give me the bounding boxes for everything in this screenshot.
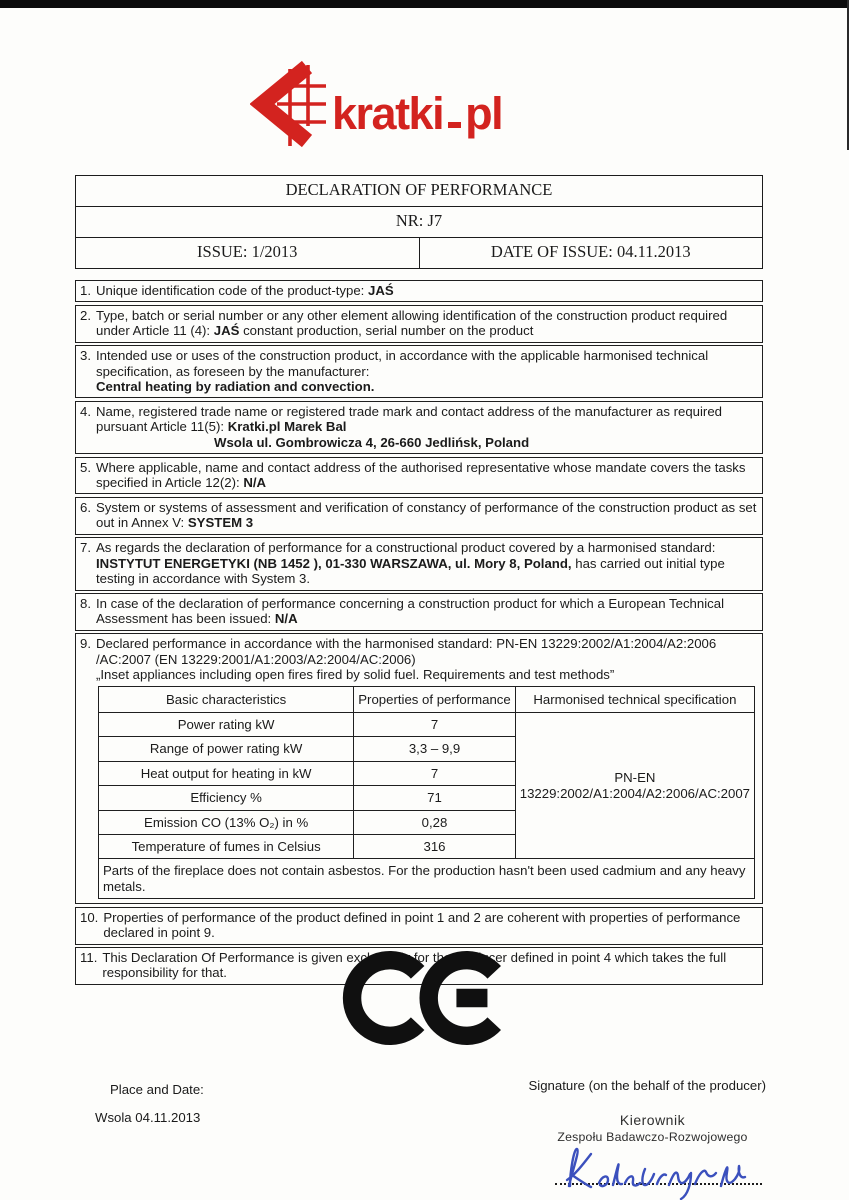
header-row-title xyxy=(76,176,763,207)
section-9 xyxy=(75,633,763,904)
logo-wordmark xyxy=(326,88,503,148)
text-run: Properties of performance of the product defined in point 1 and 2 are coherent with properties of performance declared in point 9. xyxy=(103,909,741,941)
text-run: This Declaration Of Performance is given exclusively for the producer defined in point 4 which takes the full responsibility for that. xyxy=(102,950,727,981)
section-text xyxy=(96,596,757,627)
section-text xyxy=(96,348,757,394)
text-run: Unique identification code of the product-type: xyxy=(96,283,368,298)
scan-edge-top xyxy=(0,0,849,8)
text-run: has carried out initial type testing in accordance with System 3. xyxy=(96,555,725,587)
sections-list xyxy=(75,280,763,987)
value-cell: 7 xyxy=(354,712,516,736)
col-harmonised-spec: Harmonised technical specification xyxy=(515,686,754,712)
bold-run: N/A xyxy=(274,611,298,627)
section-4 xyxy=(75,401,763,454)
table-row xyxy=(98,712,754,736)
signature-label: Signature (on the behalf of the producer) xyxy=(528,1078,766,1093)
characteristic-cell: Heat output for heating in kW xyxy=(98,761,353,785)
section-number: 5. xyxy=(80,459,91,475)
document-title: DECLARATION OF PERFORMANCE xyxy=(76,176,763,207)
col-basic-characteristics: Basic characteristics xyxy=(98,686,353,712)
stamp-subtitle: Zespołu Badawczo-Rozwojowego xyxy=(557,1130,748,1144)
header-row-issue xyxy=(76,238,763,269)
section-text xyxy=(96,460,757,491)
text-run: System or systems of assessment and verification of constancy of performance of the construction product as set out in Annex V: xyxy=(96,499,757,531)
section-text xyxy=(103,910,757,941)
bold-run: SYSTEM 3 xyxy=(187,515,254,531)
text-run: As regards the declaration of performance for a constructional product covered by a harmonised standard: xyxy=(96,540,716,556)
characteristic-cell: Emission CO (13% O₂) in % xyxy=(98,810,353,834)
section-text xyxy=(96,636,757,900)
col-properties: Properties of performance xyxy=(354,686,516,712)
ce-mark-icon xyxy=(342,948,502,1048)
signature-area xyxy=(553,1138,768,1200)
header-row-nr xyxy=(76,207,763,238)
section-2 xyxy=(75,305,763,343)
performance-header-row xyxy=(98,686,754,712)
section-number: 6. xyxy=(80,499,91,515)
bold-run: Kratki.pl Marek Bal xyxy=(227,419,347,435)
section-1 xyxy=(75,280,763,302)
section-number: 11. xyxy=(80,950,98,965)
section-text xyxy=(96,404,757,450)
section-number: 4. xyxy=(80,403,91,419)
logo-word-pl: pl xyxy=(465,88,503,139)
characteristic-cell: Efficiency % xyxy=(98,786,353,810)
signature-icon xyxy=(553,1138,768,1200)
place-and-date-value: Wsola 04.11.2013 xyxy=(95,1110,201,1125)
standard-quote: „Inset appliances including open fires fired by solid fuel. Requirements and test methods” xyxy=(96,667,615,683)
kratki-logo xyxy=(250,60,502,148)
bold-run: INSTYTUT ENERGETYKI (NB 1452 ), 01-330 WARSZAWA, ul. Mory 8, Poland, xyxy=(96,555,572,571)
characteristic-cell: Range of power rating kW xyxy=(98,737,353,761)
bold-run: JAŚ xyxy=(213,323,240,339)
document-number: NR: J7 xyxy=(76,207,763,238)
section-text xyxy=(96,308,757,339)
text-run: Name, registered trade name or registered trade mark and contact address of the manufacturer as required pursuant Article 11(5): xyxy=(96,403,722,435)
spec-line1: PN-EN xyxy=(614,769,656,785)
asbestos-note: Parts of the fireplace does not contain asbestos. For the production hasn't been used cadmium and any heavy metals. xyxy=(98,859,754,899)
section-number: 8. xyxy=(80,596,91,611)
value-cell: 71 xyxy=(354,786,516,810)
issue-cell: ISSUE: 1/2013 xyxy=(76,238,420,269)
characteristic-cell: Temperature of fumes in Celsius xyxy=(98,834,353,858)
text-run: Where applicable, name and contact address of the authorised representative whose mandate covers the tasks specified in Article 12(2): xyxy=(96,459,746,491)
logo-word-kratki: kratki xyxy=(332,88,444,139)
section-number: 9. xyxy=(80,636,91,652)
section-number: 2. xyxy=(80,307,91,323)
text-run: constant production, serial number on the product xyxy=(239,323,534,339)
header-table xyxy=(75,175,763,269)
text-run: Intended use or uses of the construction product, in accordance with the applicable harmonised technical specification, as foreseen by the manufacturer: xyxy=(96,348,709,379)
performance-table xyxy=(98,686,755,900)
value-cell: 0,28 xyxy=(354,810,516,834)
manufacturer-address: Wsola ul. Gombrowicza 4, 26-660 Jedlińsk, Poland xyxy=(214,434,530,450)
section-5 xyxy=(75,457,763,495)
section-text xyxy=(96,283,757,298)
kratki-grate-arrow-icon xyxy=(250,60,326,148)
section-7 xyxy=(75,537,763,590)
date-of-issue-cell: DATE OF ISSUE: 04.11.2013 xyxy=(419,238,763,269)
section-text xyxy=(96,500,757,531)
section-text xyxy=(96,540,757,586)
section-number: 7. xyxy=(80,540,91,556)
section-number: 3. xyxy=(80,348,91,364)
text-run: Type, batch or serial number or any other element allowing identification of the construction product required under Article 11 (4): xyxy=(96,307,728,339)
section-3 xyxy=(75,345,763,398)
text-run: In case of the declaration of performance concerning a construction product for which a European Technical Assessment has been issued: xyxy=(96,596,724,627)
logo-square-dot-icon xyxy=(448,122,461,129)
text-run: Declared performance in accordance with the harmonised standard: PN-EN 13229:2002/A1:2004/A2:2006 /AC:2007 (EN 13229:2001/A1:2003/A2:2004/AC:2006) xyxy=(96,636,717,667)
table-footer-row xyxy=(98,859,754,899)
section-6 xyxy=(75,497,763,535)
section-10 xyxy=(75,907,763,945)
place-and-date-label: Place and Date: xyxy=(110,1082,204,1097)
spec-line2: 13229:2002/A1:2004/A2:2006/AC:2007 xyxy=(519,785,750,801)
value-cell: 316 xyxy=(354,834,516,858)
value-cell: 3,3 – 9,9 xyxy=(354,737,516,761)
section-8 xyxy=(75,593,763,631)
bold-run: JAŚ xyxy=(367,283,394,298)
bold-run: Central heating by radiation and convection. xyxy=(96,379,375,395)
section-number: 10. xyxy=(80,909,99,925)
bold-run: N/A xyxy=(243,475,267,491)
stamp-title: Kierownik xyxy=(619,1112,686,1128)
value-cell: 7 xyxy=(354,761,516,785)
characteristic-cell: Power rating kW xyxy=(98,712,353,736)
section-number: 1. xyxy=(80,283,91,298)
harmonised-spec-cell xyxy=(515,712,754,858)
